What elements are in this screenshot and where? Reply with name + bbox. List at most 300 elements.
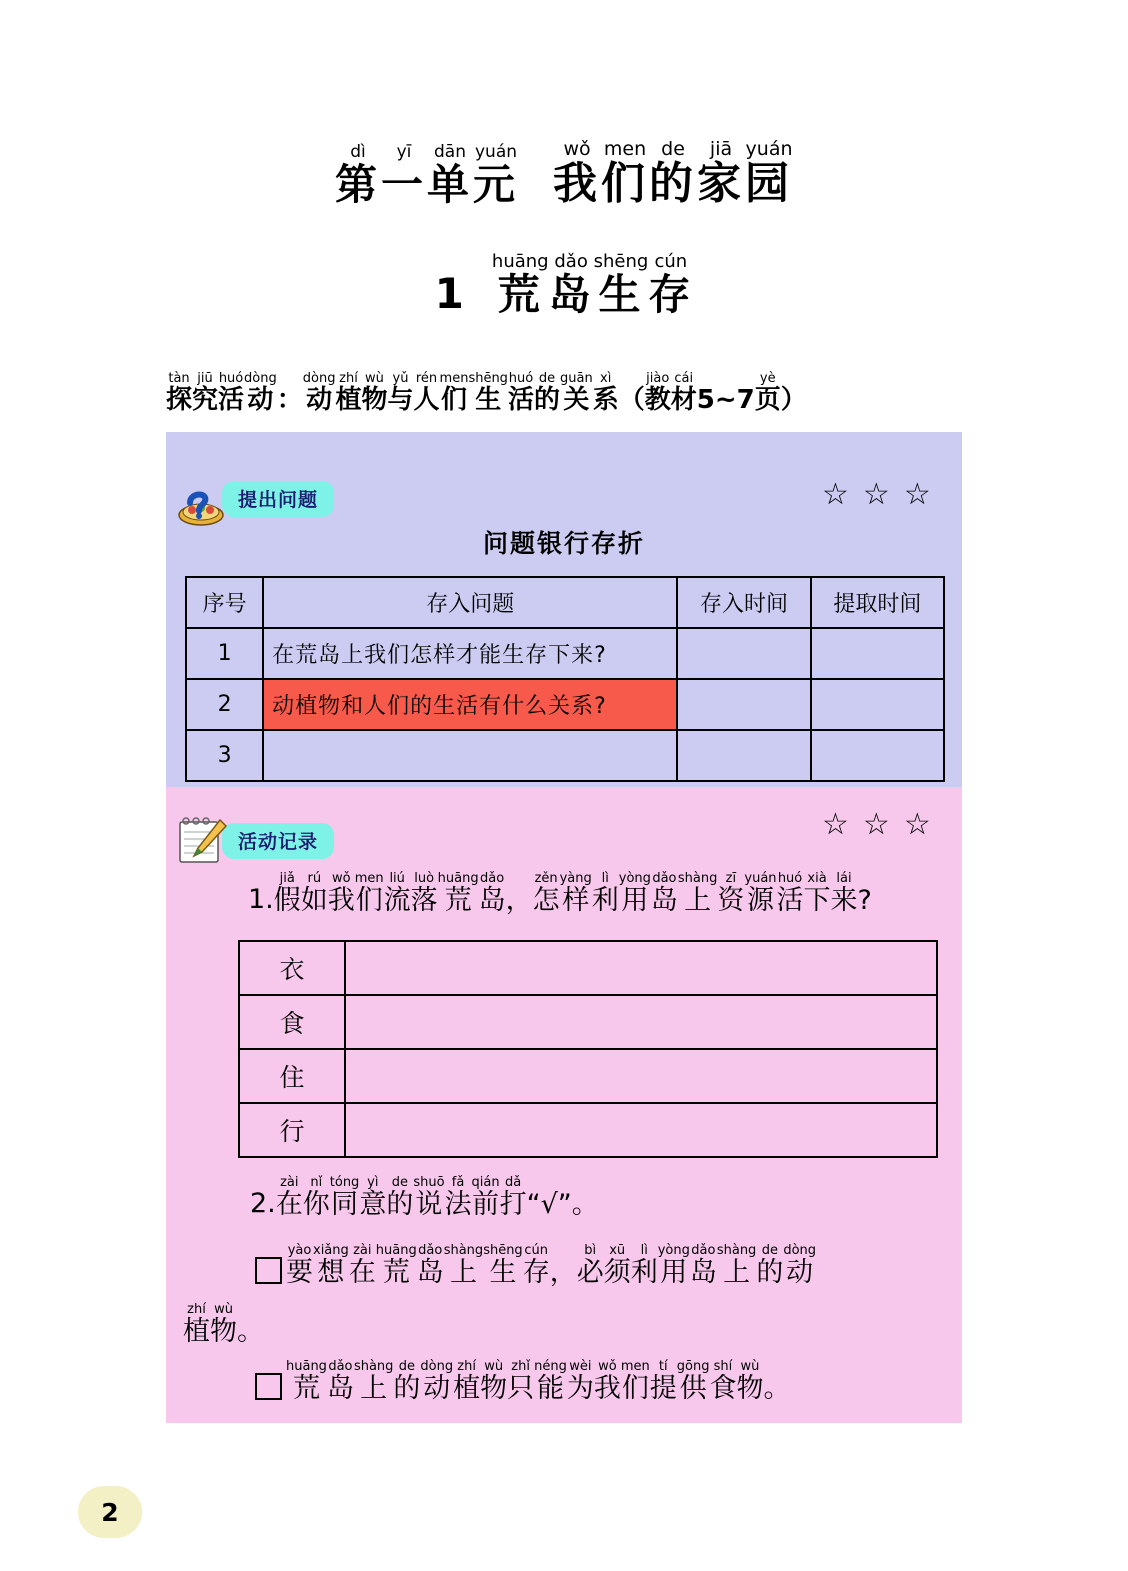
hanzi: 物 — [480, 1372, 508, 1404]
header-withdraw-time: 提取时间 — [811, 577, 944, 628]
pinyin: yuán — [475, 142, 518, 163]
hanzi: ， — [505, 884, 533, 916]
pinyin: qián — [471, 1175, 500, 1190]
option-1-line-1 — [255, 1244, 816, 1287]
ruby-char — [500, 1176, 527, 1219]
hanzi: 上 — [723, 1256, 751, 1288]
row-answer-shelter[interactable] — [345, 1049, 937, 1103]
pinyin: shàng — [443, 1243, 484, 1258]
hanzi: 动 — [423, 1372, 451, 1404]
hanzi: 样 — [562, 884, 590, 916]
ruby-char — [831, 872, 858, 915]
hanzi: 元 — [473, 160, 520, 210]
section-tag-record-label: 活动记录 — [222, 823, 334, 859]
pinyin: liú — [389, 871, 405, 886]
ruby-char — [286, 1244, 313, 1287]
unit-title-left — [334, 142, 520, 210]
pinyin: tí — [658, 1359, 668, 1374]
star-icon-1[interactable]: ☆ — [822, 807, 849, 842]
ruby-char — [745, 140, 793, 207]
pinyin: dòng — [244, 371, 277, 386]
pinyin: zhí — [457, 1359, 476, 1374]
ruby-char — [411, 872, 438, 915]
header-deposit-time: 存入时间 — [677, 577, 810, 628]
hanzi: 动 — [786, 1256, 814, 1288]
hanzi: 关 — [563, 384, 590, 415]
ruby-char — [506, 872, 533, 915]
ruby-char — [507, 1360, 534, 1403]
row-question[interactable] — [263, 730, 677, 781]
hanzi: 第 — [334, 160, 381, 210]
ruby-char — [601, 140, 649, 207]
pinyin: dān — [434, 142, 466, 163]
ruby-char — [533, 872, 560, 915]
hanzi: 存 — [522, 1256, 550, 1288]
ruby-char — [550, 1244, 577, 1287]
pinyin: huó — [777, 871, 803, 886]
ruby-char — [384, 872, 411, 915]
pinyin: yào — [287, 1243, 312, 1258]
hanzi: 活 — [776, 884, 804, 916]
pinyin: huó — [218, 371, 244, 386]
row-withdraw-time[interactable] — [811, 679, 944, 730]
pinyin: de — [538, 371, 556, 386]
pinyin: wù — [484, 1359, 504, 1374]
table-row — [186, 730, 944, 781]
pinyin: de — [398, 1359, 416, 1374]
ruby-char — [468, 372, 508, 414]
pinyin: dì — [350, 142, 366, 163]
hanzi: 我 — [593, 1372, 621, 1404]
ruby-char — [453, 1360, 480, 1403]
hanzi: 的 — [649, 157, 698, 209]
hanzi: 想 — [317, 1256, 345, 1288]
pinyin — [561, 1176, 565, 1190]
hanzi: 动 — [247, 384, 274, 415]
pinyin — [775, 1360, 779, 1374]
hanzi: 生 — [489, 1256, 517, 1288]
header-no: 序号 — [186, 577, 263, 628]
pinyin: yī — [396, 142, 412, 163]
unit-title — [0, 138, 1128, 210]
pinyin: dǎo — [554, 251, 588, 272]
hanzi: 与 — [387, 384, 414, 415]
hanzi: 源 — [746, 884, 774, 916]
hanzi: 系 — [592, 384, 619, 415]
pinyin: néng — [534, 1359, 567, 1374]
ruby-char — [645, 372, 671, 414]
hanzi: 教 — [644, 384, 671, 415]
pinyin — [724, 372, 728, 386]
pinyin: cún — [654, 251, 688, 272]
ruby-char — [567, 1360, 594, 1403]
pinyin: zài — [353, 1243, 372, 1258]
ruby-char — [677, 1360, 710, 1403]
ruby-char — [192, 372, 218, 414]
pinyin: yòng — [657, 1243, 690, 1258]
notebook-pencil-icon — [172, 812, 230, 870]
pinyin: yè — [759, 371, 776, 386]
question-2-number: 2. — [250, 1187, 276, 1219]
row-deposit-time[interactable] — [677, 679, 810, 730]
pinyin: lì — [640, 1243, 648, 1258]
question-bank-table — [185, 576, 945, 782]
pinyin: guān — [559, 371, 593, 386]
ruby-char — [417, 1244, 444, 1287]
ruby-char — [444, 1244, 483, 1287]
ruby-char — [354, 1360, 393, 1403]
pinyin: rú — [307, 871, 322, 886]
ruby-char — [218, 372, 244, 414]
ruby-char — [479, 872, 506, 915]
hanzi: 们 — [621, 1372, 649, 1404]
row-withdraw-time[interactable] — [811, 628, 944, 679]
row-label-clothing: 衣 — [239, 941, 345, 995]
hanzi: 用 — [621, 884, 649, 916]
ruby-char — [303, 1176, 330, 1219]
pinyin: men — [439, 371, 469, 386]
hanzi: 究 — [192, 384, 219, 415]
row-label-food: 食 — [239, 995, 345, 1049]
hanzi: 你 — [302, 1188, 330, 1220]
pinyin: tóng — [329, 1175, 360, 1190]
pinyin — [792, 372, 796, 386]
section-tag-question-label: 提出问题 — [222, 481, 334, 517]
row-deposit-time[interactable] — [677, 730, 810, 781]
ruby-char — [472, 1176, 500, 1219]
pinyin: shàng — [716, 1243, 757, 1258]
ruby-char — [649, 140, 697, 207]
pinyin — [248, 1303, 252, 1317]
pinyin: huó — [508, 371, 534, 386]
activity-heading — [166, 372, 807, 414]
ruby-char — [327, 1360, 354, 1403]
hanzi: 们 — [440, 384, 467, 415]
table-row — [239, 995, 937, 1049]
hanzi: ： — [276, 384, 303, 415]
star-icon-3[interactable]: ☆ — [903, 477, 931, 512]
lesson-title-text — [492, 253, 693, 317]
ruby-char — [440, 372, 469, 414]
hanzi: 提 — [649, 1372, 677, 1404]
row-question[interactable]: 在荒岛上我们怎样才能生存下来? — [263, 628, 677, 679]
pinyin: huāng — [491, 251, 549, 272]
star-icon-2[interactable]: ☆ — [862, 807, 890, 842]
row-answer-food[interactable] — [345, 995, 937, 1049]
pinyin: wǒ — [598, 1359, 617, 1374]
hanzi: （ — [618, 384, 645, 415]
hanzi: 的 — [756, 1256, 784, 1288]
ruby-char — [650, 1360, 677, 1403]
pinyin: jiǎ — [279, 871, 295, 886]
ruby-char — [427, 142, 474, 210]
hanzi: 为 — [566, 1372, 594, 1404]
ruby-char — [604, 1244, 631, 1287]
hanzi: 岛 — [689, 1256, 717, 1288]
row-withdraw-time[interactable] — [811, 730, 944, 781]
ruby-char — [648, 253, 693, 317]
option-2-text-line-1 — [286, 1360, 790, 1403]
ruby-char — [651, 872, 678, 915]
ruby-char — [274, 872, 301, 915]
hanzi: 法 — [444, 1188, 472, 1220]
ruby-char — [166, 372, 192, 414]
ruby-char — [781, 372, 807, 414]
pinyin: wù — [214, 1302, 233, 1317]
hanzi: 流 — [383, 884, 411, 916]
pinyin — [517, 872, 521, 886]
pinyin: jiā — [709, 138, 733, 160]
pinyin: yàng — [559, 871, 592, 886]
hanzi: 上 — [360, 1372, 388, 1404]
ruby-char — [594, 253, 649, 317]
star-icon-2[interactable]: ☆ — [862, 477, 890, 512]
option-2-checkbox[interactable] — [255, 1373, 286, 1403]
ruby-char — [313, 1244, 349, 1287]
pinyin: shí — [713, 1359, 733, 1374]
hanzi: “√”。 — [526, 1188, 599, 1220]
hanzi: 我 — [327, 884, 355, 916]
pinyin: xiǎng — [313, 1243, 349, 1258]
hanzi: ） — [780, 384, 807, 415]
pinyin — [561, 1244, 565, 1258]
ruby-char — [709, 1360, 736, 1403]
ruby-char — [577, 1244, 604, 1287]
table-header-row — [186, 577, 944, 628]
hanzi: 我 — [553, 157, 602, 209]
hanzi: 说 — [415, 1188, 443, 1220]
ruby-char — [335, 372, 361, 414]
hanzi: 植 — [453, 1372, 481, 1404]
ruby-char — [763, 1360, 790, 1403]
row-answer-clothing[interactable] — [345, 941, 937, 995]
hanzi: 植 — [335, 384, 362, 415]
hanzi: 利 — [591, 884, 619, 916]
pinyin — [863, 872, 867, 886]
ruby-char — [621, 1360, 650, 1403]
pinyin: wèi — [569, 1359, 592, 1374]
ruby-char — [783, 1244, 816, 1287]
ruby-char — [414, 372, 440, 414]
hanzi: 们 — [355, 884, 383, 916]
table-row — [239, 941, 937, 995]
hanzi: 的 — [393, 1372, 421, 1404]
ruby-char — [619, 372, 645, 414]
question-bank-title: 问题银行存折 — [482, 529, 645, 558]
hanzi: 页 — [754, 384, 781, 415]
pinyin: fǎ — [451, 1175, 465, 1190]
hanzi: 前 — [472, 1188, 500, 1220]
pinyin: yǔ — [392, 371, 409, 386]
lesson-title — [0, 253, 1128, 317]
pinyin — [630, 372, 634, 386]
header-question: 存入问题 — [263, 577, 677, 628]
ruby-char — [492, 253, 549, 317]
question-stars[interactable] — [822, 477, 931, 512]
ruby-char — [334, 142, 381, 210]
pinyin: zěn — [534, 871, 558, 886]
hanzi: 要 — [286, 1256, 313, 1288]
hanzi: 用 — [660, 1256, 688, 1288]
pinyin: dòng — [420, 1359, 454, 1374]
hanzi: 。 — [237, 1315, 264, 1347]
ruby-char — [560, 372, 593, 414]
ruby-char — [697, 372, 755, 414]
row-answer-transport[interactable] — [345, 1103, 937, 1157]
pinyin: zī — [725, 871, 737, 886]
pinyin: de — [761, 1243, 778, 1258]
hanzi: 岛 — [478, 884, 506, 916]
row-label-transport: 行 — [239, 1103, 345, 1157]
pinyin: dǎo — [691, 1243, 716, 1258]
question-2-text — [276, 1176, 599, 1219]
ruby-char — [244, 372, 277, 414]
pinyin: wǒ — [331, 871, 351, 886]
ruby-char — [534, 372, 560, 414]
table-row — [239, 1049, 937, 1103]
ruby-char — [527, 1176, 599, 1219]
pinyin: dǎo — [418, 1243, 443, 1258]
record-question-1 — [248, 872, 872, 915]
pinyin: tàn — [168, 371, 190, 386]
ruby-char — [330, 1176, 360, 1219]
pinyin: bì — [584, 1243, 597, 1258]
row-no: 1 — [186, 628, 263, 679]
ruby-char — [690, 1244, 717, 1287]
pinyin: lái — [836, 871, 852, 886]
pinyin: jiū — [197, 371, 213, 386]
pinyin: shuō — [413, 1175, 445, 1190]
pinyin: yuán — [744, 871, 777, 886]
pinyin: dǎo — [328, 1359, 353, 1374]
hanzi: 植 — [183, 1315, 210, 1347]
option-2-line-1 — [255, 1360, 790, 1403]
ruby-char — [376, 1244, 417, 1287]
ruby-char — [858, 872, 872, 915]
question-1-number: 1. — [248, 883, 274, 915]
ruby-char — [744, 872, 776, 915]
hanzi: 供 — [679, 1372, 707, 1404]
ruby-char — [210, 1303, 237, 1346]
pinyin: rén — [415, 371, 438, 386]
record-question-2 — [250, 1176, 599, 1219]
hanzi: 上 — [449, 1256, 477, 1288]
ruby-char — [276, 1176, 303, 1219]
ruby-char — [361, 372, 387, 414]
hanzi: 资 — [717, 884, 745, 916]
pinyin: shēng — [468, 371, 508, 386]
ruby-char — [658, 1244, 690, 1287]
hanzi: 物 — [736, 1372, 764, 1404]
row-question-highlighted[interactable]: 动植物和人们的生活有什么关系? — [263, 679, 677, 730]
section-tag-question — [172, 470, 334, 528]
hanzi: 来 — [830, 884, 858, 916]
hanzi: 怎 — [532, 884, 560, 916]
ruby-char — [445, 1176, 472, 1219]
pinyin: men — [603, 138, 647, 160]
hanzi: 存 — [648, 269, 694, 319]
pinyin: wǒ — [563, 138, 591, 160]
hanzi: 的 — [533, 384, 560, 415]
hanzi: 单 — [427, 160, 474, 210]
hanzi: 在 — [348, 1256, 376, 1288]
pinyin: gōng — [676, 1359, 710, 1374]
ruby-char — [523, 1244, 550, 1287]
row-no: 3 — [186, 730, 263, 781]
hanzi: ? — [857, 884, 872, 916]
star-icon-1[interactable]: ☆ — [822, 477, 849, 512]
unit-title-right — [553, 140, 793, 207]
pinyin: yuán — [745, 138, 793, 160]
ruby-char — [483, 1244, 523, 1287]
star-icon-3[interactable]: ☆ — [903, 807, 931, 842]
ruby-char — [183, 1303, 210, 1346]
ruby-char — [386, 1176, 413, 1219]
hanzi: 必 — [576, 1256, 604, 1288]
ruby-char — [717, 872, 744, 915]
ruby-char — [349, 1244, 376, 1287]
ruby-char — [678, 872, 717, 915]
hanzi: 材 — [670, 384, 697, 415]
ruby-char — [717, 1244, 756, 1287]
page-number: 2 — [78, 1486, 142, 1538]
ruby-char — [736, 1360, 763, 1403]
hanzi: 生 — [475, 384, 502, 415]
ruby-char — [593, 372, 619, 414]
ruby-char — [755, 372, 781, 414]
row-label-shelter: 住 — [239, 1049, 345, 1103]
hanzi: 物 — [210, 1315, 237, 1347]
hanzi: 荒 — [382, 1256, 410, 1288]
question-mark-icon — [172, 470, 230, 528]
ruby-char — [438, 872, 479, 915]
ruby-char — [473, 142, 520, 210]
hanzi: 。 — [763, 1372, 791, 1404]
pinyin: zhí — [187, 1302, 206, 1317]
table-row — [239, 1103, 937, 1157]
pinyin: cái — [674, 371, 694, 386]
ruby-char — [631, 1244, 658, 1287]
pinyin: shàng — [677, 871, 718, 886]
hanzi: 探 — [166, 384, 193, 415]
pinyin: yì — [367, 1175, 379, 1190]
ruby-char — [237, 1303, 264, 1346]
survival-needs-table — [238, 940, 938, 1158]
pinyin: zhí — [339, 371, 358, 386]
ruby-char — [359, 1176, 386, 1219]
row-deposit-time[interactable] — [677, 628, 810, 679]
pinyin: luò — [414, 871, 435, 886]
ruby-char — [388, 372, 414, 414]
pinyin: dòng — [302, 371, 336, 386]
lesson-number: 1 — [434, 268, 464, 318]
ruby-char — [619, 872, 651, 915]
hanzi: 下 — [803, 884, 831, 916]
record-stars[interactable] — [822, 807, 931, 842]
hanzi: 园 — [745, 157, 794, 209]
ruby-char — [508, 372, 534, 414]
ruby-char — [380, 142, 427, 210]
option-1-checkbox[interactable] — [255, 1257, 286, 1287]
pinyin: huāng — [286, 1359, 327, 1374]
pinyin: shàng — [353, 1359, 394, 1374]
hanzi: 一 — [380, 160, 427, 210]
hanzi: 家 — [697, 157, 746, 209]
hanzi: 如 — [300, 884, 328, 916]
pinyin: lì — [601, 871, 609, 886]
hanzi: 岛 — [548, 269, 594, 319]
table-row — [186, 679, 944, 730]
